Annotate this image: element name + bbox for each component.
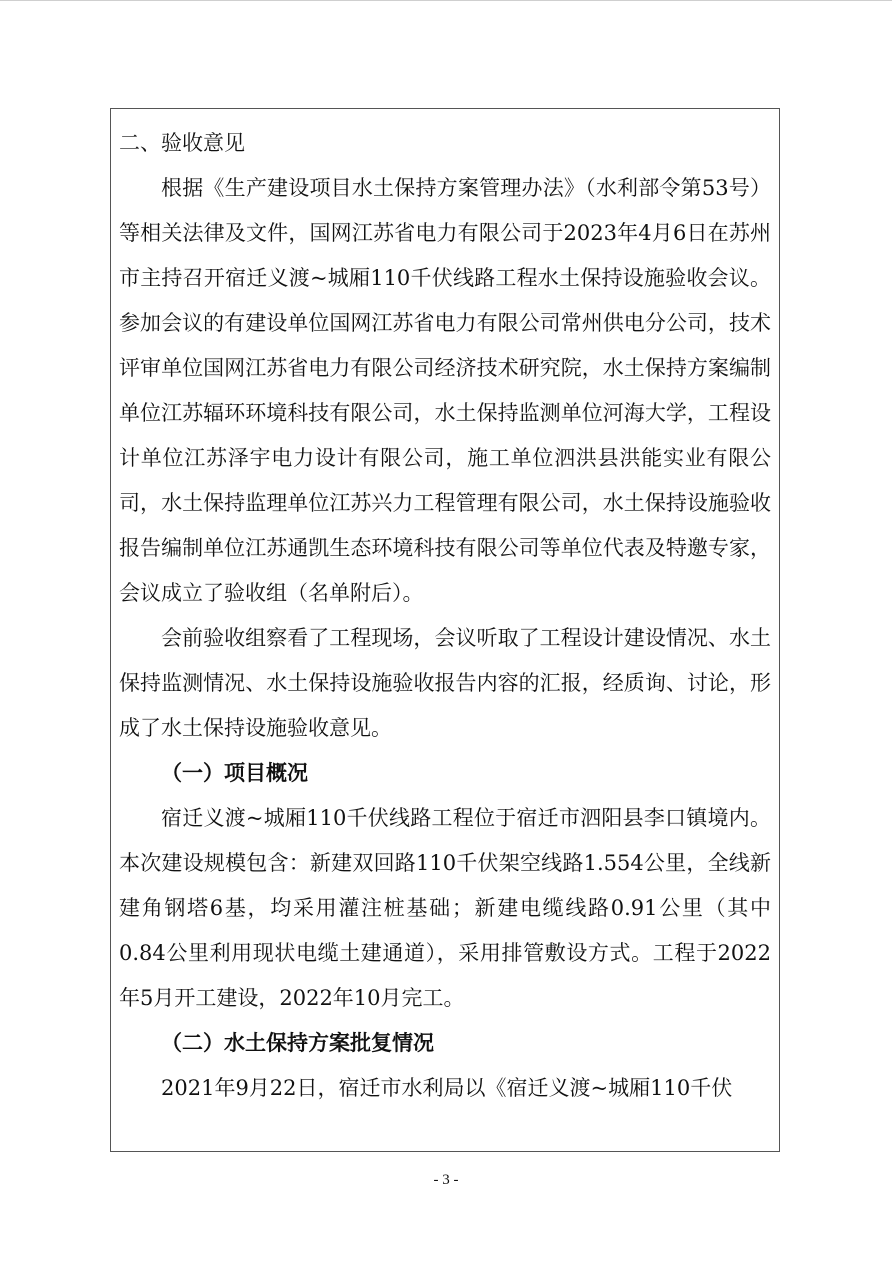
subheading-plan-approval: （二）水土保持方案批复情况 bbox=[161, 1031, 434, 1055]
paragraph-plan-approval: 2021年9月22日，宿迁市水利局以《宿迁义渡~城厢110千伏 bbox=[161, 1076, 733, 1100]
section-heading: 二、验收意见 bbox=[119, 131, 245, 155]
paragraph-meeting-info: 根据《生产建设项目水土保持方案管理办法》（水利部令第53号）等相关法律及文件，国网江苏省电力有限公司于2023年4月6日在苏州市主持召开宿迁义渡~城厢110千伏线路工程水土保持设施验收会议。参加会议的有建设单位国网江苏省电力有限公司常州供电分公司，技术评审单位国网江苏省电力有限公司经济技术研究院，水土保持方案编制单位江苏辐环环境科技有限公司，水土保持监测单位河海大学，工程设计单位江苏泽宇电力设计有限公司，施工单位泗洪县洪能实业有限公司，水土保持监理单位江苏兴力工程管理有限公司，水土保持设施验收报告编制单位江苏通凯生态环境科技有限公司等单位代表及特邀专家，会议成立了验收组（名单附后）。 bbox=[119, 176, 771, 605]
paragraph-project-overview: 宿迁义渡~城厢110千伏线路工程位于宿迁市泗阳县李口镇境内。本次建设规模包含：新建双回路110千伏架空线路1.554公里，全线新建角钢塔6基，均采用灌注桩基础；新建电缆线路0.91公里（其中0.84公里利用现状电缆土建通道），采用排管敷设方式。工程于2022年5月开工建设，2022年10月完工。 bbox=[119, 806, 771, 1010]
document-frame bbox=[110, 108, 780, 1152]
document-content bbox=[119, 121, 771, 1111]
top-border-line bbox=[0, 0, 892, 1]
subheading-project-overview: （一）项目概况 bbox=[161, 761, 308, 785]
paragraph-meeting-process: 会前验收组察看了工程现场，会议听取了工程设计建设情况、水土保持监测情况、水土保持设施验收报告内容的汇报，经质询、讨论，形成了水土保持设施验收意见。 bbox=[119, 626, 771, 740]
page-number: - 3 - bbox=[433, 1172, 459, 1188]
